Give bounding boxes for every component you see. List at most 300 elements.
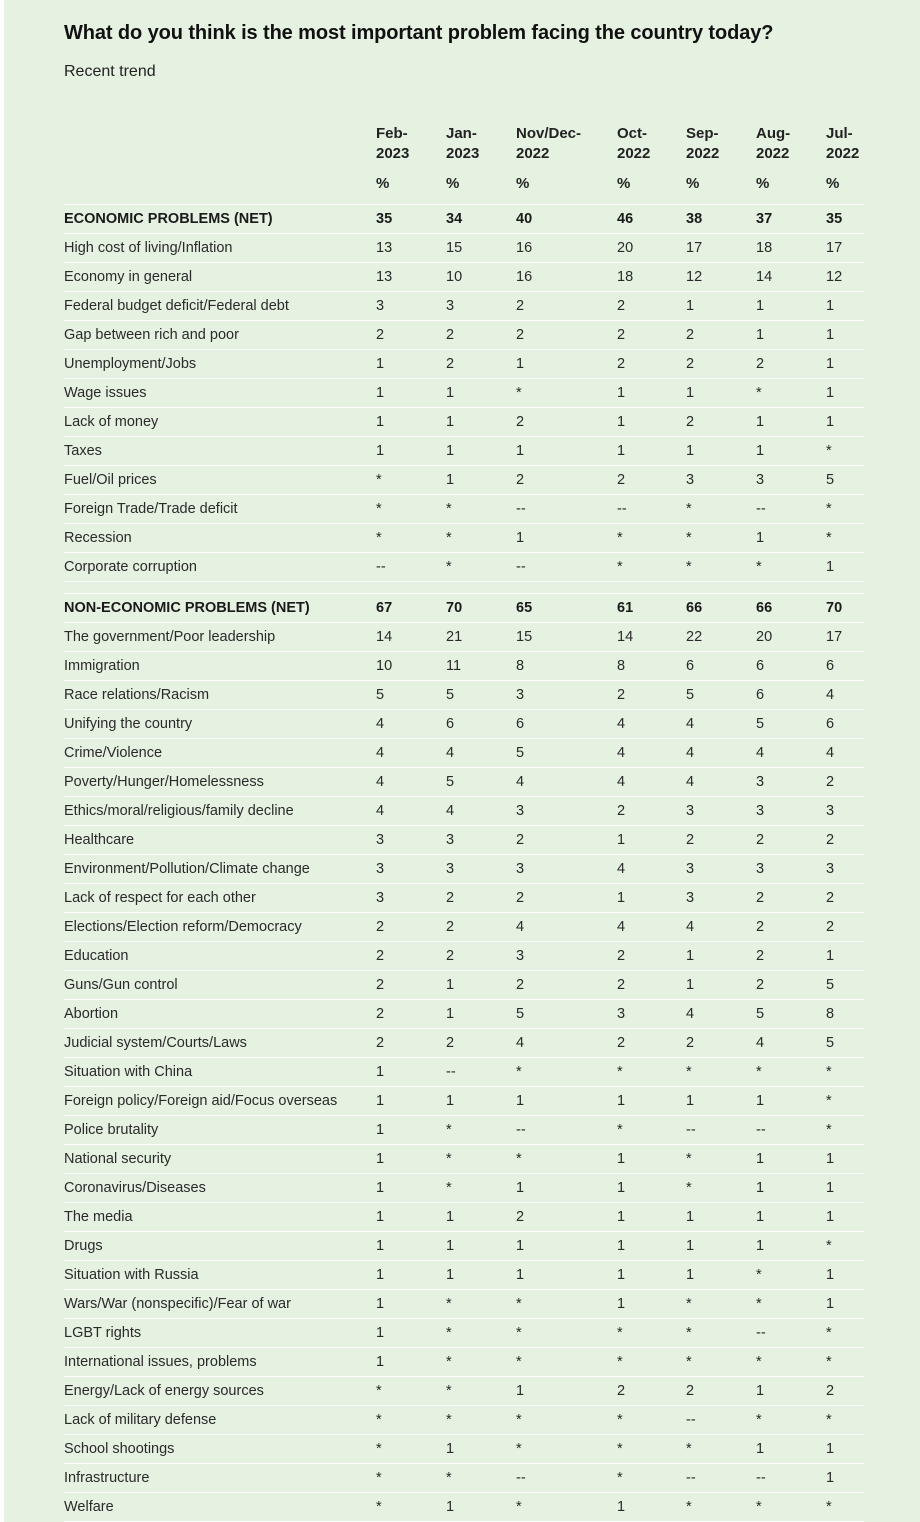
table-cell: 1 xyxy=(756,1144,826,1173)
table-cell: 4 xyxy=(617,709,686,738)
table-cell: * xyxy=(617,1434,686,1463)
row-label: Ethics/moral/religious/family decline xyxy=(64,796,376,825)
table-cell: 1 xyxy=(376,407,446,436)
table-row xyxy=(64,552,864,581)
table-row xyxy=(64,320,864,349)
row-label: Lack of money xyxy=(64,407,376,436)
table-cell: -- xyxy=(686,1463,756,1492)
row-label: Guns/Gun control xyxy=(64,970,376,999)
table-cell: 4 xyxy=(617,738,686,767)
table-cell: 1 xyxy=(516,1086,617,1115)
table-cell: 1 xyxy=(516,349,617,378)
table-cell: 4 xyxy=(826,738,864,767)
table-cell: 2 xyxy=(617,1028,686,1057)
table-cell: 1 xyxy=(376,436,446,465)
row-label: Situation with Russia xyxy=(64,1260,376,1289)
table-cell: 1 xyxy=(826,378,864,407)
table-row xyxy=(64,1405,864,1434)
column-header: Sep- 2022 xyxy=(686,125,720,162)
table-cell: 14 xyxy=(617,622,686,651)
table-cell: 6 xyxy=(686,651,756,680)
table-cell: * xyxy=(376,523,446,552)
row-label: Wage issues xyxy=(64,378,376,407)
table-cell: 1 xyxy=(446,1434,516,1463)
table-cell: * xyxy=(826,1347,864,1376)
content-panel xyxy=(4,0,920,1522)
row-label: Taxes xyxy=(64,436,376,465)
table-cell: 1 xyxy=(826,1463,864,1492)
table-cell: 2 xyxy=(686,1376,756,1405)
table-cell: 2 xyxy=(826,767,864,796)
table-cell: * xyxy=(376,1492,446,1521)
table-cell: * xyxy=(617,1405,686,1434)
table-cell: * xyxy=(686,523,756,552)
table-cell: * xyxy=(617,1057,686,1086)
row-label: Immigration xyxy=(64,651,376,680)
table-row xyxy=(64,883,864,912)
table-cell: 2 xyxy=(446,349,516,378)
table-cell: 1 xyxy=(826,320,864,349)
table-cell: 6 xyxy=(446,709,516,738)
table-cell: 1 xyxy=(446,465,516,494)
table-cell: -- xyxy=(516,1115,617,1144)
table-cell: 2 xyxy=(376,912,446,941)
unit-label: % xyxy=(756,174,826,204)
row-label: Lack of respect for each other xyxy=(64,883,376,912)
table-cell: * xyxy=(826,1057,864,1086)
table-cell: 35 xyxy=(826,204,864,233)
table-row xyxy=(64,523,864,552)
table-row xyxy=(64,1376,864,1405)
table-cell: * xyxy=(756,552,826,581)
table-cell: 3 xyxy=(756,767,826,796)
table-cell: 13 xyxy=(376,233,446,262)
table-cell: -- xyxy=(446,1057,516,1086)
table-cell: 1 xyxy=(826,1202,864,1231)
table-cell: 1 xyxy=(756,1202,826,1231)
trend-table xyxy=(64,124,864,1522)
table-cell: * xyxy=(516,1347,617,1376)
table-cell: 40 xyxy=(516,204,617,233)
table-cell: * xyxy=(686,494,756,523)
table-cell: 1 xyxy=(376,1144,446,1173)
table-row xyxy=(64,465,864,494)
table-cell: * xyxy=(686,1318,756,1347)
unit-spacer xyxy=(64,174,376,204)
table-cell: * xyxy=(446,1376,516,1405)
table-cell: 8 xyxy=(826,999,864,1028)
table-row xyxy=(64,680,864,709)
table-row xyxy=(64,622,864,651)
table-cell: 3 xyxy=(826,854,864,883)
table-cell: 67 xyxy=(376,593,446,622)
table-cell: 4 xyxy=(686,709,756,738)
table-cell: 6 xyxy=(826,709,864,738)
table-cell: * xyxy=(617,1318,686,1347)
table-cell: 1 xyxy=(756,407,826,436)
row-label: Situation with China xyxy=(64,1057,376,1086)
table-cell: 2 xyxy=(617,349,686,378)
table-cell: 5 xyxy=(446,767,516,796)
table-cell: 2 xyxy=(617,320,686,349)
unit-label: % xyxy=(516,174,617,204)
column-header-row xyxy=(64,124,864,174)
table-cell: 1 xyxy=(516,1173,617,1202)
table-cell: * xyxy=(446,1173,516,1202)
table-cell: 2 xyxy=(756,941,826,970)
table-cell: 1 xyxy=(516,523,617,552)
table-cell: 2 xyxy=(376,970,446,999)
table-cell: 3 xyxy=(446,291,516,320)
table-cell: * xyxy=(516,378,617,407)
row-label: Education xyxy=(64,941,376,970)
table-cell: 61 xyxy=(617,593,686,622)
row-label: School shootings xyxy=(64,1434,376,1463)
row-label: Abortion xyxy=(64,999,376,1028)
table-cell: 2 xyxy=(756,912,826,941)
table-cell: 1 xyxy=(516,436,617,465)
row-label: Healthcare xyxy=(64,825,376,854)
table-row xyxy=(64,1260,864,1289)
table-cell: * xyxy=(376,1463,446,1492)
table-cell: * xyxy=(756,1289,826,1318)
table-cell: * xyxy=(826,436,864,465)
table-cell: 1 xyxy=(756,436,826,465)
table-cell: 3 xyxy=(446,854,516,883)
table-cell: 1 xyxy=(686,378,756,407)
table-cell: 4 xyxy=(686,767,756,796)
table-cell: 1 xyxy=(446,1231,516,1260)
table-cell: 3 xyxy=(756,854,826,883)
table-cell: * xyxy=(686,1289,756,1318)
row-label: Corporate corruption xyxy=(64,552,376,581)
table-cell: * xyxy=(617,523,686,552)
column-header: Aug- 2022 xyxy=(756,125,791,162)
table-cell: 4 xyxy=(617,912,686,941)
table-cell: 1 xyxy=(826,349,864,378)
table-cell: * xyxy=(446,552,516,581)
table-cell: 3 xyxy=(686,796,756,825)
table-cell: 1 xyxy=(686,1086,756,1115)
table-cell: -- xyxy=(686,1115,756,1144)
table-cell: 1 xyxy=(617,1086,686,1115)
table-cell: 18 xyxy=(756,233,826,262)
table-cell: 2 xyxy=(686,349,756,378)
table-row xyxy=(64,378,864,407)
row-label: LGBT rights xyxy=(64,1318,376,1347)
table-cell: 2 xyxy=(686,407,756,436)
net-row xyxy=(64,593,864,622)
table-cell: 2 xyxy=(617,465,686,494)
unit-label: % xyxy=(446,174,516,204)
table-cell: 4 xyxy=(686,912,756,941)
table-cell: * xyxy=(826,1115,864,1144)
table-cell: 2 xyxy=(756,970,826,999)
table-cell: 2 xyxy=(516,291,617,320)
table-cell: -- xyxy=(686,1405,756,1434)
group-spacer xyxy=(64,581,864,593)
table-cell: 1 xyxy=(617,1144,686,1173)
table-cell: 2 xyxy=(617,1376,686,1405)
net-row xyxy=(64,204,864,233)
table-cell: * xyxy=(756,378,826,407)
table-cell: 3 xyxy=(826,796,864,825)
table-cell: 1 xyxy=(376,1173,446,1202)
table-cell: 1 xyxy=(826,1260,864,1289)
table-row xyxy=(64,1086,864,1115)
table-cell: 1 xyxy=(756,291,826,320)
table-cell: 2 xyxy=(516,465,617,494)
table-cell: 66 xyxy=(756,593,826,622)
table-cell: 20 xyxy=(756,622,826,651)
table-cell: 1 xyxy=(756,523,826,552)
table-cell: 1 xyxy=(446,1202,516,1231)
table-cell: * xyxy=(376,1405,446,1434)
table-cell: 2 xyxy=(826,883,864,912)
row-label: Infrastructure xyxy=(64,1463,376,1492)
table-cell: 12 xyxy=(826,262,864,291)
table-cell: * xyxy=(516,1492,617,1521)
table-cell: 1 xyxy=(617,1492,686,1521)
row-label: Wars/War (nonspecific)/Fear of war xyxy=(64,1289,376,1318)
table-row xyxy=(64,767,864,796)
table-cell: 4 xyxy=(617,767,686,796)
table-row xyxy=(64,1057,864,1086)
table-cell: * xyxy=(756,1347,826,1376)
table-row xyxy=(64,1492,864,1521)
table-cell: 1 xyxy=(617,1202,686,1231)
table-row xyxy=(64,233,864,262)
table-row xyxy=(64,1173,864,1202)
table-cell: 1 xyxy=(376,1231,446,1260)
table-cell: * xyxy=(617,1463,686,1492)
column-header: Nov/Dec- 2022 xyxy=(516,125,582,162)
table-cell: 1 xyxy=(446,970,516,999)
table-cell: 2 xyxy=(516,320,617,349)
table-cell: * xyxy=(826,494,864,523)
unit-label: % xyxy=(376,174,446,204)
table-cell: -- xyxy=(756,494,826,523)
table-cell: 17 xyxy=(686,233,756,262)
table-cell: 1 xyxy=(686,970,756,999)
table-cell: -- xyxy=(516,552,617,581)
table-cell: 3 xyxy=(756,796,826,825)
table-row xyxy=(64,436,864,465)
table-cell: 1 xyxy=(446,407,516,436)
table-cell: 5 xyxy=(826,970,864,999)
table-cell: 1 xyxy=(376,1318,446,1347)
table-cell: 11 xyxy=(446,651,516,680)
table-cell: 1 xyxy=(446,1492,516,1521)
table-cell: 38 xyxy=(686,204,756,233)
table-cell: * xyxy=(617,1115,686,1144)
table-cell: * xyxy=(376,465,446,494)
table-cell: 3 xyxy=(516,941,617,970)
table-cell: * xyxy=(686,552,756,581)
row-label: Fuel/Oil prices xyxy=(64,465,376,494)
table-cell: 2 xyxy=(617,796,686,825)
table-row xyxy=(64,1115,864,1144)
table-row xyxy=(64,1289,864,1318)
table-cell: -- xyxy=(756,1463,826,1492)
unit-label: % xyxy=(686,174,756,204)
table-cell: 3 xyxy=(756,465,826,494)
table-cell: 2 xyxy=(516,970,617,999)
table-cell: 65 xyxy=(516,593,617,622)
table-cell: 4 xyxy=(516,1028,617,1057)
table-cell: 1 xyxy=(516,1376,617,1405)
table-cell: * xyxy=(686,1347,756,1376)
table-cell: 5 xyxy=(686,680,756,709)
table-cell: 1 xyxy=(446,1260,516,1289)
table-row xyxy=(64,738,864,767)
table-cell: 1 xyxy=(826,1434,864,1463)
table-cell: 2 xyxy=(516,883,617,912)
table-cell: 2 xyxy=(516,825,617,854)
table-cell: -- xyxy=(376,552,446,581)
table-cell: 1 xyxy=(826,291,864,320)
table-cell: 1 xyxy=(756,1376,826,1405)
table-row xyxy=(64,941,864,970)
table-cell: * xyxy=(826,1231,864,1260)
table-cell: 6 xyxy=(756,651,826,680)
table-cell: 12 xyxy=(686,262,756,291)
table-cell: 1 xyxy=(826,407,864,436)
unit-label: % xyxy=(826,174,864,204)
table-cell: 2 xyxy=(376,320,446,349)
table-cell: 8 xyxy=(617,651,686,680)
table-cell: * xyxy=(516,1405,617,1434)
table-cell: 5 xyxy=(826,1028,864,1057)
table-cell: 5 xyxy=(756,709,826,738)
table-cell: 4 xyxy=(516,767,617,796)
table-cell: 2 xyxy=(617,680,686,709)
table-cell: * xyxy=(446,1144,516,1173)
table-cell: 1 xyxy=(686,436,756,465)
table-cell: * xyxy=(826,523,864,552)
table-cell: 3 xyxy=(686,854,756,883)
page-subtitle: Recent trend xyxy=(64,63,156,80)
table-cell: * xyxy=(826,1086,864,1115)
table-cell: 1 xyxy=(826,1173,864,1202)
table-row xyxy=(64,1347,864,1376)
table-cell: 15 xyxy=(516,622,617,651)
table-cell: 5 xyxy=(826,465,864,494)
table-cell: 4 xyxy=(446,738,516,767)
table-cell: 4 xyxy=(376,709,446,738)
table-row xyxy=(64,796,864,825)
row-label: Foreign Trade/Trade deficit xyxy=(64,494,376,523)
table-cell: 1 xyxy=(516,1231,617,1260)
spacer-cell xyxy=(64,581,864,593)
table-cell: 2 xyxy=(376,941,446,970)
table-cell: * xyxy=(446,1405,516,1434)
table-row xyxy=(64,999,864,1028)
table-cell: 66 xyxy=(686,593,756,622)
table-cell: 10 xyxy=(446,262,516,291)
row-label: The media xyxy=(64,1202,376,1231)
table-cell: * xyxy=(516,1289,617,1318)
row-label: Race relations/Racism xyxy=(64,680,376,709)
column-header: Feb- 2023 xyxy=(376,125,410,162)
table-cell: 5 xyxy=(516,999,617,1028)
column-header: Jul- 2022 xyxy=(826,125,860,162)
table-cell: 1 xyxy=(686,941,756,970)
table-cell: 2 xyxy=(826,912,864,941)
table-cell: 1 xyxy=(826,552,864,581)
table-cell: 1 xyxy=(376,1260,446,1289)
table-cell: 1 xyxy=(376,1057,446,1086)
table-row xyxy=(64,651,864,680)
row-label: Gap between rich and poor xyxy=(64,320,376,349)
row-label: Drugs xyxy=(64,1231,376,1260)
row-label: Crime/Violence xyxy=(64,738,376,767)
row-label: Energy/Lack of energy sources xyxy=(64,1376,376,1405)
table-cell: 2 xyxy=(617,291,686,320)
row-label: Environment/Pollution/Climate change xyxy=(64,854,376,883)
table-row xyxy=(64,1463,864,1492)
table-cell: * xyxy=(446,1463,516,1492)
net-label: ECONOMIC PROBLEMS (NET) xyxy=(64,204,376,233)
table-cell: 46 xyxy=(617,204,686,233)
table-cell: 3 xyxy=(376,825,446,854)
table-cell: 1 xyxy=(446,999,516,1028)
table-cell: 1 xyxy=(376,1347,446,1376)
table-cell: 1 xyxy=(826,1289,864,1318)
table-cell: 1 xyxy=(686,1202,756,1231)
table-cell: 1 xyxy=(826,1144,864,1173)
table-cell: 2 xyxy=(756,825,826,854)
table-cell: 2 xyxy=(446,320,516,349)
header-spacer xyxy=(64,124,376,174)
net-label: NON-ECONOMIC PROBLEMS (NET) xyxy=(64,593,376,622)
table-cell: * xyxy=(376,1376,446,1405)
table-cell: 70 xyxy=(446,593,516,622)
table-cell: 14 xyxy=(376,622,446,651)
table-cell: 10 xyxy=(376,651,446,680)
row-label: Judicial system/Courts/Laws xyxy=(64,1028,376,1057)
row-label: Lack of military defense xyxy=(64,1405,376,1434)
table-cell: -- xyxy=(516,494,617,523)
table-cell: * xyxy=(756,1405,826,1434)
table-row xyxy=(64,1202,864,1231)
table-row xyxy=(64,970,864,999)
page-title: What do you think is the most important problem facing the country today? xyxy=(64,22,774,44)
table-cell: 1 xyxy=(376,1115,446,1144)
row-label: International issues, problems xyxy=(64,1347,376,1376)
table-cell: -- xyxy=(756,1115,826,1144)
table-cell: 4 xyxy=(516,912,617,941)
table-cell: 2 xyxy=(617,941,686,970)
table-cell: 3 xyxy=(617,999,686,1028)
table-cell: * xyxy=(686,1144,756,1173)
table-cell: * xyxy=(686,1057,756,1086)
table-cell: 1 xyxy=(617,407,686,436)
unit-row xyxy=(64,174,864,204)
table-cell: 5 xyxy=(376,680,446,709)
table-cell: 2 xyxy=(686,825,756,854)
table-body xyxy=(64,204,864,1521)
table-cell: * xyxy=(446,1347,516,1376)
row-label: Welfare xyxy=(64,1492,376,1521)
row-label: Elections/Election reform/Democracy xyxy=(64,912,376,941)
table-cell: * xyxy=(516,1318,617,1347)
table-cell: 2 xyxy=(446,883,516,912)
row-label: Police brutality xyxy=(64,1115,376,1144)
table-cell: 1 xyxy=(756,1231,826,1260)
table-cell: 4 xyxy=(617,854,686,883)
table-cell: 1 xyxy=(376,349,446,378)
